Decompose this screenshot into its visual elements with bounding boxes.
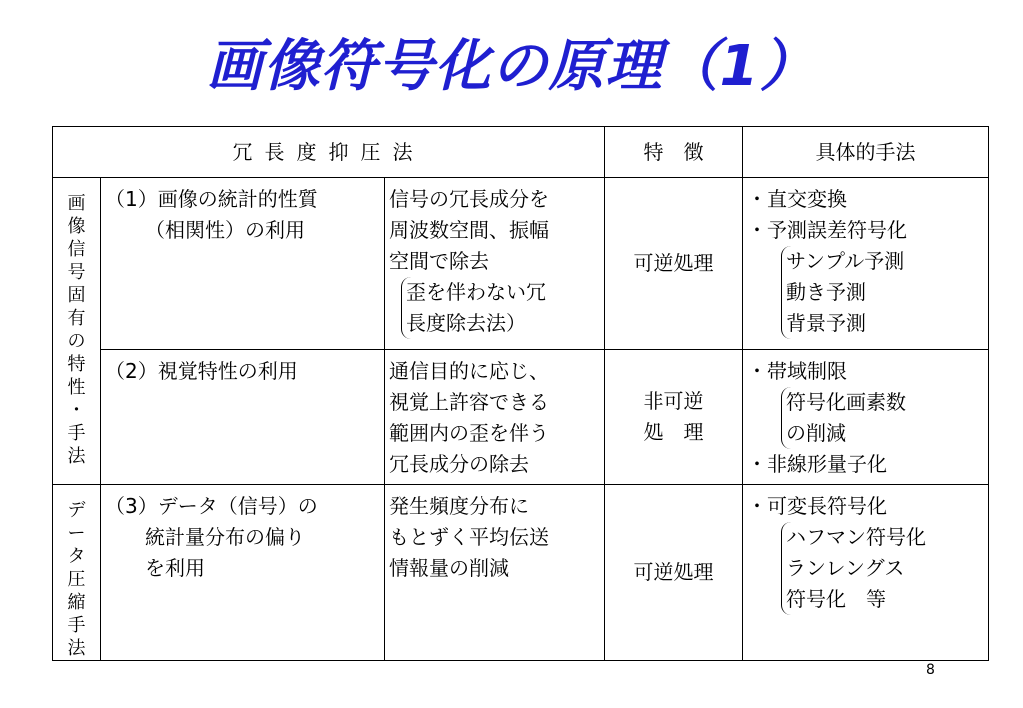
table-header-row <box>53 127 989 178</box>
method-desc-2: 通信目的に応じ、 視覚上許容できる 範囲内の歪を伴う 冗長成分の除去 <box>385 350 605 485</box>
table-row-1 <box>53 178 989 350</box>
compression-table <box>52 126 989 661</box>
table-row-2 <box>53 350 989 485</box>
desc-bracket-1: 歪を伴わない冗 長度除去法） <box>401 277 600 339</box>
method-desc-3: 発生頻度分布に もとずく平均伝送 情報量の削減 <box>385 485 605 661</box>
side-label-data-compression: デ ー タ 圧 縮 手 法 <box>53 485 101 661</box>
method-name-2: （2）視覚特性の利用 <box>101 350 385 485</box>
header-method: 冗長度抑圧法 <box>53 127 605 178</box>
technique-bracket-1: サンプル予測 動き予測 背景予測 <box>781 246 984 339</box>
side-label-image-signal: 画 像 信 号 固 有 の 特 性 ・ 手 法 <box>53 178 101 485</box>
feature-1: 可逆処理 <box>605 178 743 350</box>
technique-bracket-3: ハフマン符号化 ランレングス 符号化 等 <box>781 522 984 615</box>
technique-bracket-2: 符号化画素数 の削減 <box>781 387 984 449</box>
method-name-3: （3）データ（信号）の 統計量分布の偏り を利用 <box>101 485 385 661</box>
feature-2: 非可逆 処 理 <box>605 350 743 485</box>
feature-3: 可逆処理 <box>605 485 743 661</box>
page-number: 8 <box>926 662 935 678</box>
technique-1: ・直交変換 ・予測誤差符号化 サンプル予測 動き予測 背景予測 <box>743 178 989 350</box>
technique-2: ・帯域制限 符号化画素数 の削減 ・非線形量子化 <box>743 350 989 485</box>
page-title: 画像符号化の原理（1） <box>206 34 817 99</box>
technique-3: ・可変長符号化 ハフマン符号化 ランレングス 符号化 等 <box>743 485 989 661</box>
header-technique: 具体的手法 <box>743 127 989 178</box>
method-desc-1: 信号の冗長成分を 周波数空間、振幅 空間で除去 歪を伴わない冗 長度除去法） <box>385 178 605 350</box>
header-feature: 特 徴 <box>605 127 743 178</box>
table-row-3 <box>53 485 989 661</box>
method-name-1: （1）画像の統計的性質 （相関性）の利用 <box>101 178 385 350</box>
